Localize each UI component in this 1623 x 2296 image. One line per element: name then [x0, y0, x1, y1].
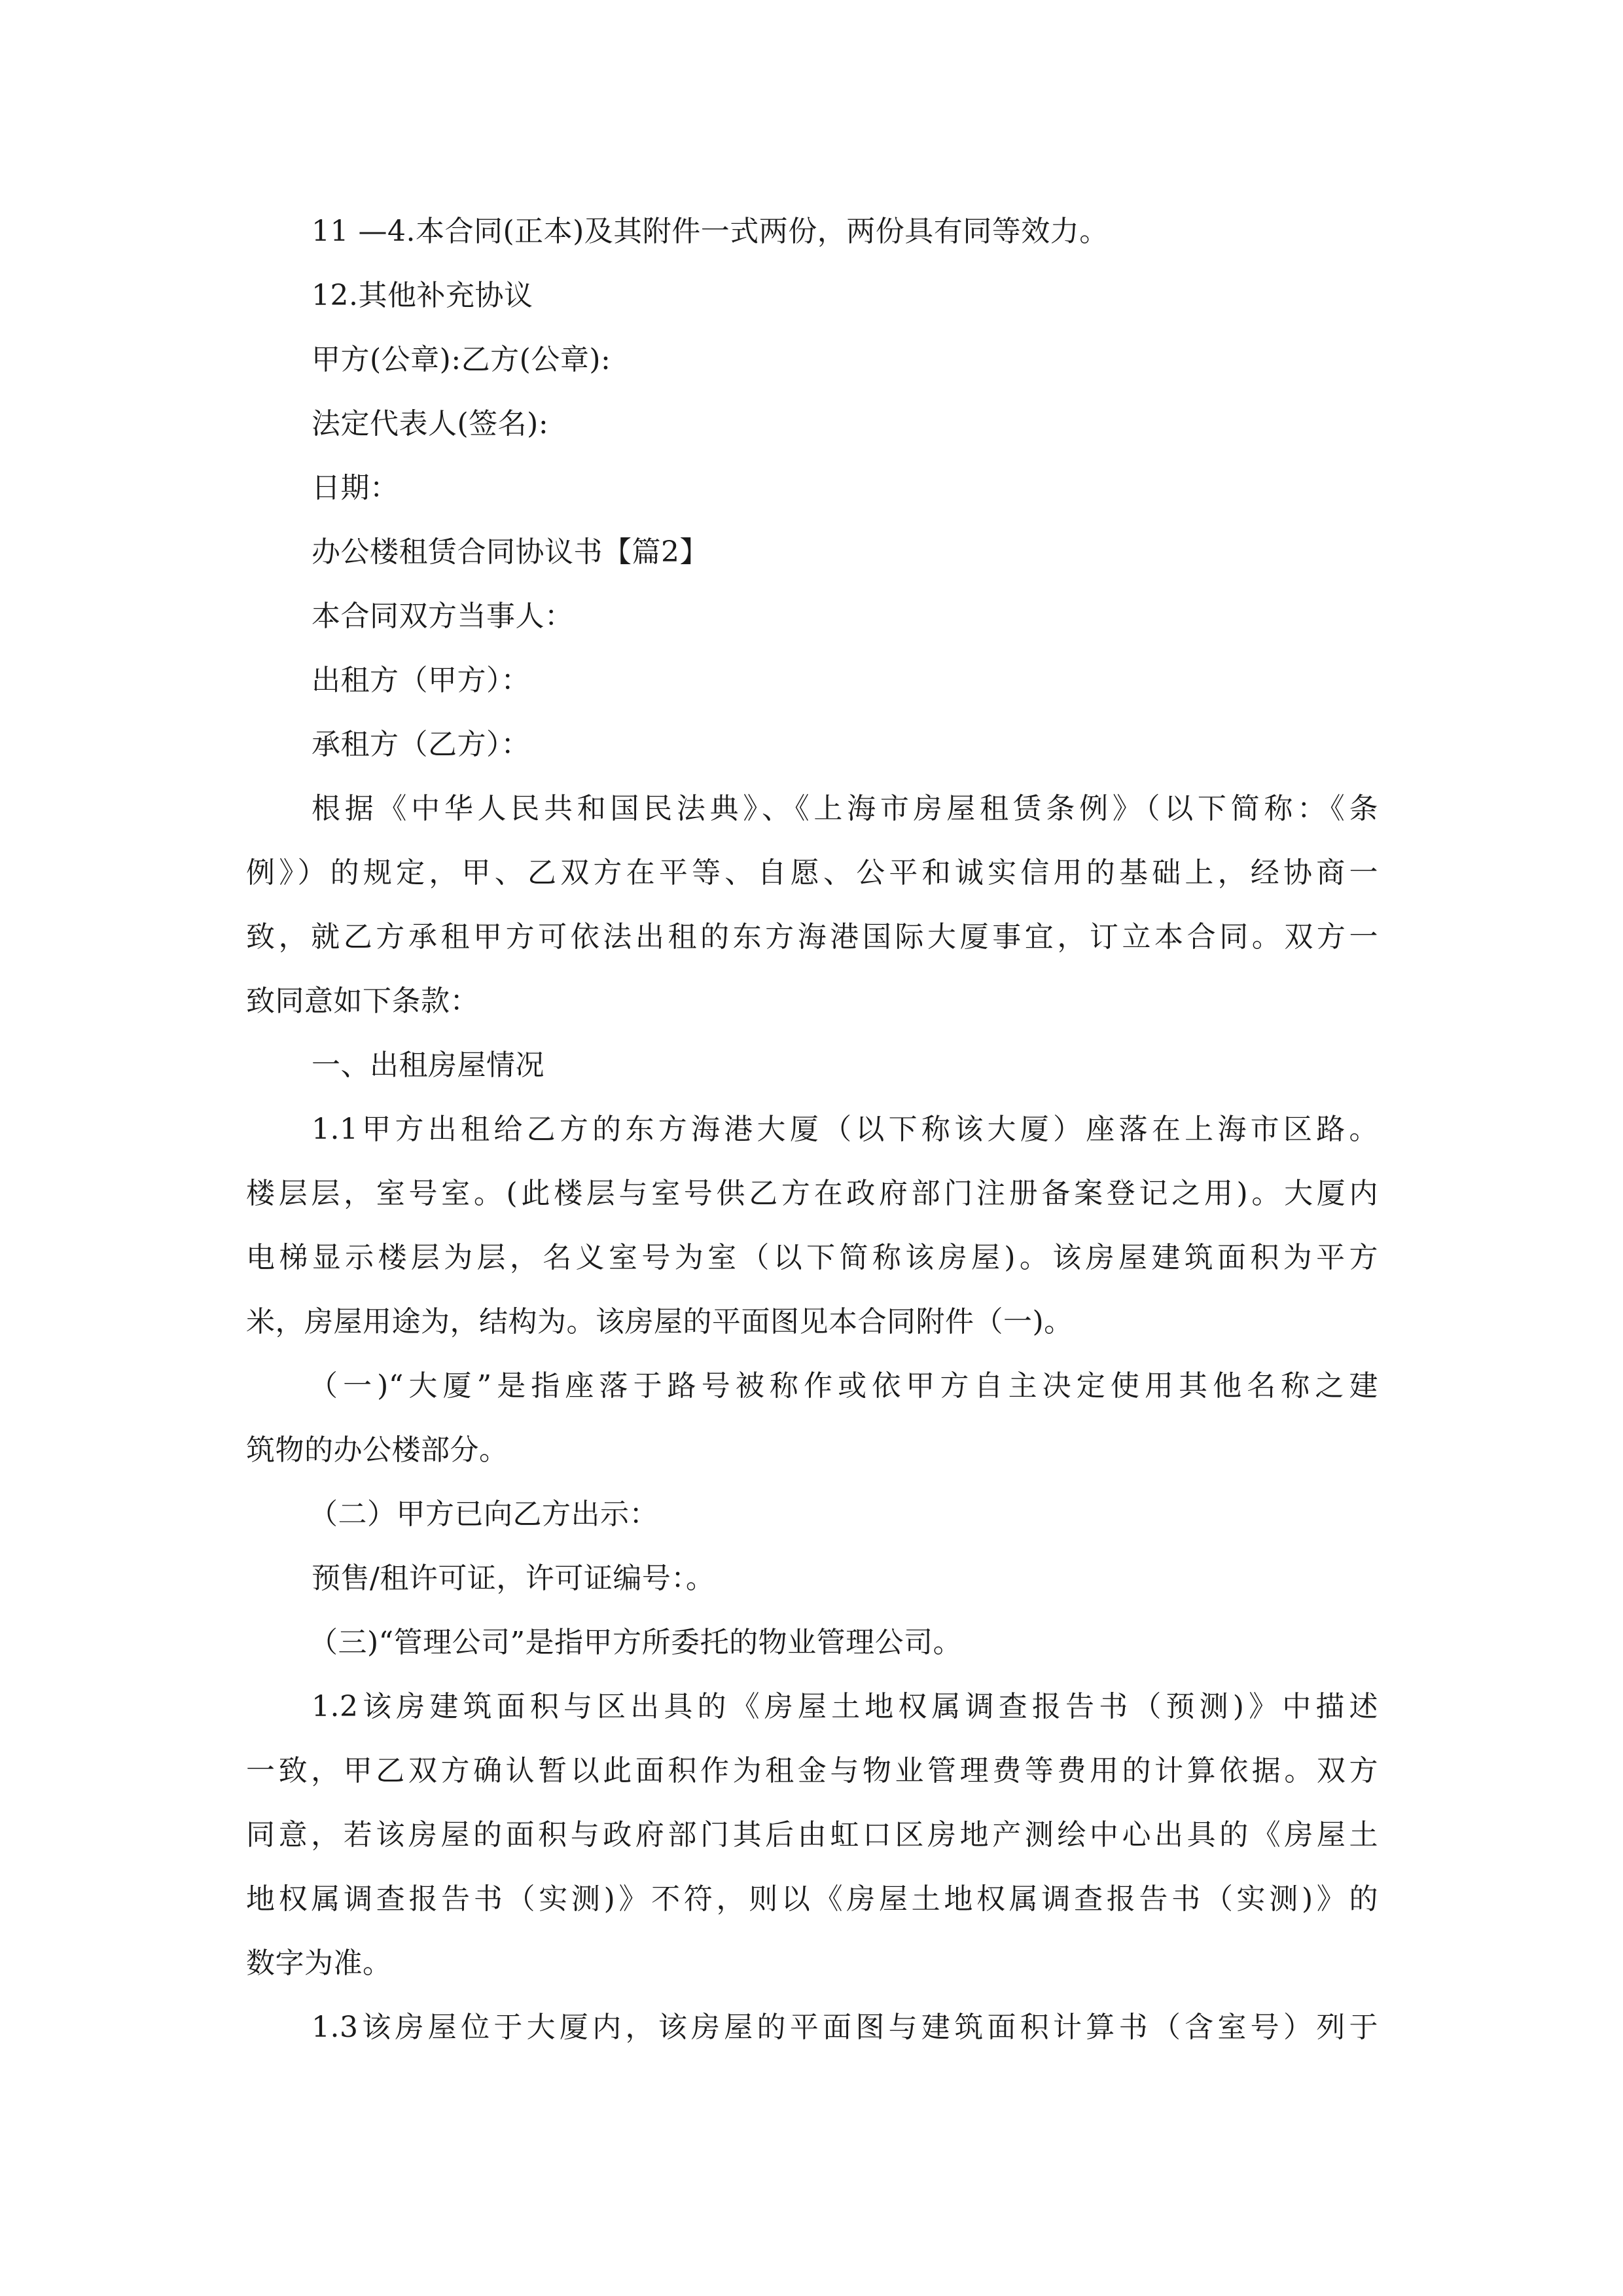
clause-1-2-line-5: 数字为准。 [246, 1946, 392, 1980]
clause-1-2-line-4: 地权属调查报告书（实测)》不符，则以《房屋土地权属调查报告书（实测)》的 [246, 1882, 1378, 1916]
signature-party-seals: 甲方(公章):乙方(公章): [312, 343, 611, 376]
clause-11-4: 11 —4.本合同(正本)及其附件一式两份，两份具有同等效力。 [312, 215, 1109, 248]
clause-1-1-line-4: 米，房屋用途为，结构为。该房屋的平面图见本合同附件（一)。 [246, 1305, 1073, 1338]
lessee-line: 承租方（乙方）： [312, 728, 530, 761]
parties-heading: 本合同双方当事人： [312, 600, 574, 633]
clause-12: 12.其他补充协议 [312, 279, 533, 312]
preamble-line-4: 致同意如下条款： [246, 984, 479, 1018]
definition-2-line-2: 预售/租许可证，许可证编号：。 [312, 1562, 715, 1595]
clause-1-1-line-1: 1.1甲方出租给乙方的东方海港大厦（以下称该大厦）座落在上海市区路。 [312, 1113, 1378, 1146]
signature-date: 日期： [312, 471, 399, 505]
section-title: 办公楼租赁合同协议书【篇2】 [312, 535, 709, 569]
article-1-heading: 一、出租房屋情况 [312, 1049, 544, 1082]
signature-legal-rep: 法定代表人(签名): [312, 407, 549, 440]
definition-1-line-1: （一)“大厦”是指座落于路号被称作或依甲方自主决定使用其他名称之建 [309, 1369, 1378, 1403]
clause-1-1-line-2: 楼层层，室号室。(此楼层与室号供乙方在政府部门注册备案登记之用)。大厦内 [246, 1177, 1378, 1210]
definition-3: （三)“管理公司”是指甲方所委托的物业管理公司。 [309, 1626, 963, 1659]
preamble-line-2: 例》）的规定，甲、乙双方在平等、自愿、公平和诚实信用的基础上，经协商一 [246, 856, 1378, 889]
preamble-line-1: 根据《中华人民共和国民法典》、《上海市房屋租赁条例》（以下简称：《条 [312, 792, 1378, 825]
definition-1-line-2: 筑物的办公楼部分。 [246, 1433, 508, 1467]
lessor-line: 出租方（甲方）： [312, 664, 530, 697]
preamble-line-3: 致，就乙方承租甲方可依法出租的东方海港国际大厦事宜，订立本合同。双方一 [246, 920, 1378, 954]
clause-1-2-line-3: 同意，若该房屋的面积与政府部门其后由虹口区房地产测绘中心出具的《房屋土 [246, 1818, 1378, 1852]
definition-2-line-1: （二）甲方已向乙方出示： [309, 1498, 658, 1531]
clause-1-2-line-2: 一致，甲乙双方确认暂以此面积作为租金与物业管理费等费用的计算依据。双方 [246, 1754, 1378, 1787]
document-body [246, 200, 1378, 2060]
clause-1-3-line-1: 1.3该房屋位于大厦内，该房屋的平面图与建筑面积计算书（含室号）列于 [312, 2011, 1378, 2044]
clause-1-2-line-1: 1.2该房建筑面积与区出具的《房屋土地权属调查报告书（预测)》中描述 [312, 1690, 1378, 1723]
clause-1-1-line-3: 电梯显示楼层为层，名义室号为室（以下简称该房屋)。该房屋建筑面积为平方 [246, 1241, 1378, 1274]
